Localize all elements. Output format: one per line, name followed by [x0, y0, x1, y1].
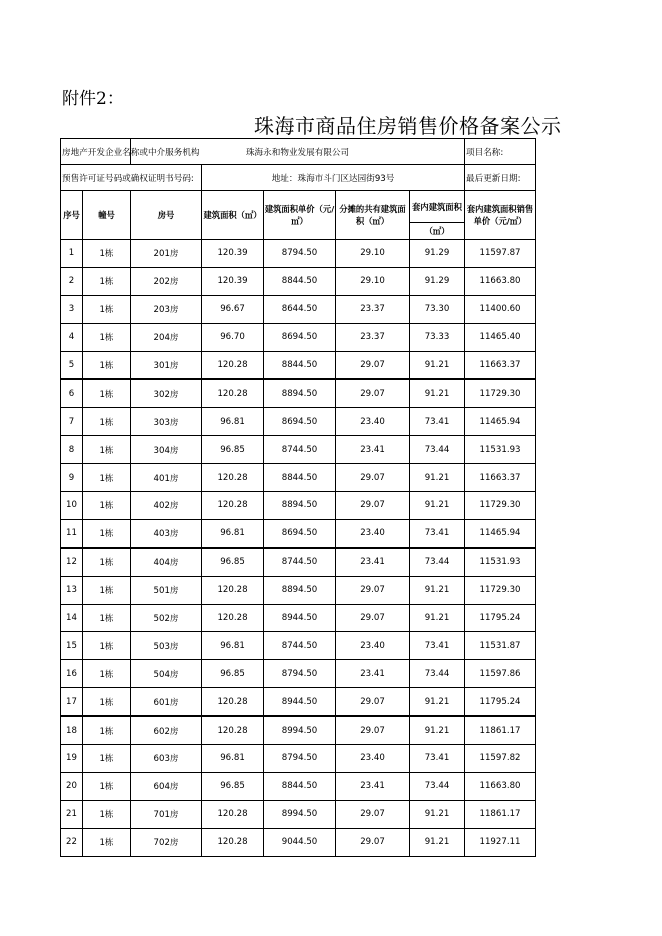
cell-building: 1栋 — [83, 519, 131, 547]
table-row — [61, 408, 536, 436]
cell-shared: 23.41 — [336, 772, 410, 800]
cell-seq: 7 — [61, 408, 83, 436]
developer-row — [61, 139, 536, 165]
attachment-label: 附件2： — [62, 89, 124, 109]
cell-price: 8944.50 — [264, 688, 336, 716]
cell-room: 702房 — [131, 828, 202, 856]
cell-price: 8694.50 — [264, 519, 336, 547]
cell-inner-price: 11597.82 — [465, 745, 536, 773]
cell-inner: 91.29 — [410, 267, 465, 295]
cell-area: 96.70 — [202, 323, 264, 351]
header-building: 幢号 — [83, 191, 131, 240]
cell-building: 1栋 — [83, 660, 131, 688]
cell-seq: 11 — [61, 519, 83, 547]
table-row — [61, 240, 536, 268]
cell-inner-price: 11927.11 — [465, 828, 536, 856]
header-shared-area: 分摊的共有建筑面积（㎡） — [336, 191, 410, 240]
cell-shared: 29.07 — [336, 604, 410, 632]
cell-inner: 91.21 — [410, 716, 465, 744]
cell-area: 120.28 — [202, 351, 264, 379]
permit-row — [61, 165, 536, 191]
cell-inner: 91.21 — [410, 464, 465, 492]
header-row — [61, 191, 536, 223]
cell-room: 701房 — [131, 800, 202, 828]
cell-inner-price: 11663.80 — [465, 267, 536, 295]
cell-seq: 10 — [61, 492, 83, 520]
cell-price: 8944.50 — [264, 604, 336, 632]
cell-price: 8644.50 — [264, 295, 336, 323]
cell-seq: 19 — [61, 745, 83, 773]
cell-inner-price: 11465.94 — [465, 408, 536, 436]
cell-price: 8994.50 — [264, 800, 336, 828]
cell-area: 96.81 — [202, 632, 264, 660]
cell-seq: 20 — [61, 772, 83, 800]
cell-building: 1栋 — [83, 772, 131, 800]
cell-price: 8744.50 — [264, 548, 336, 576]
cell-inner-price: 11597.86 — [465, 660, 536, 688]
cell-seq: 14 — [61, 604, 83, 632]
cell-inner-price: 11465.94 — [465, 519, 536, 547]
table-row — [61, 464, 536, 492]
cell-inner-price: 11729.30 — [465, 492, 536, 520]
cell-room: 201房 — [131, 240, 202, 268]
address-value: 地址：珠海市斗门区达园街93号 — [202, 165, 465, 191]
cell-building: 1栋 — [83, 240, 131, 268]
cell-seq: 6 — [61, 379, 83, 407]
cell-seq: 21 — [61, 800, 83, 828]
cell-room: 401房 — [131, 464, 202, 492]
cell-area: 96.81 — [202, 408, 264, 436]
cell-building: 1栋 — [83, 576, 131, 604]
table-row — [61, 295, 536, 323]
cell-area: 120.39 — [202, 240, 264, 268]
table-row — [61, 351, 536, 379]
cell-shared: 23.37 — [336, 295, 410, 323]
cell-seq: 13 — [61, 576, 83, 604]
cell-inner: 73.44 — [410, 436, 465, 464]
cell-area: 120.28 — [202, 492, 264, 520]
cell-inner-price: 11531.93 — [465, 436, 536, 464]
cell-area: 96.85 — [202, 660, 264, 688]
cell-building: 1栋 — [83, 492, 131, 520]
cell-inner: 91.21 — [410, 379, 465, 407]
cell-room: 202房 — [131, 267, 202, 295]
cell-room: 402房 — [131, 492, 202, 520]
table-row — [61, 745, 536, 773]
cell-room: 601房 — [131, 688, 202, 716]
cell-shared: 29.10 — [336, 240, 410, 268]
cell-room: 203房 — [131, 295, 202, 323]
cell-building: 1栋 — [83, 745, 131, 773]
cell-seq: 17 — [61, 688, 83, 716]
header-seq: 序号 — [61, 191, 83, 240]
cell-room: 301房 — [131, 351, 202, 379]
cell-inner: 91.21 — [410, 688, 465, 716]
cell-inner: 73.44 — [410, 660, 465, 688]
cell-seq: 9 — [61, 464, 83, 492]
cell-room: 501房 — [131, 576, 202, 604]
cell-inner: 73.41 — [410, 632, 465, 660]
permit-label: 预售许可证号码或确权证明书号码: — [61, 165, 202, 191]
table-row — [61, 267, 536, 295]
cell-price: 8844.50 — [264, 351, 336, 379]
cell-shared: 23.40 — [336, 519, 410, 547]
cell-inner: 73.41 — [410, 519, 465, 547]
cell-shared: 23.40 — [336, 632, 410, 660]
cell-building: 1栋 — [83, 295, 131, 323]
cell-seq: 1 — [61, 240, 83, 268]
table-row — [61, 436, 536, 464]
table-row — [61, 828, 536, 856]
cell-price: 8894.50 — [264, 492, 336, 520]
cell-seq: 16 — [61, 660, 83, 688]
cell-inner: 91.21 — [410, 576, 465, 604]
cell-building: 1栋 — [83, 688, 131, 716]
cell-inner-price: 11663.80 — [465, 772, 536, 800]
cell-room: 602房 — [131, 716, 202, 744]
cell-inner-price: 11663.37 — [465, 351, 536, 379]
table-row — [61, 576, 536, 604]
cell-seq: 15 — [61, 632, 83, 660]
cell-seq: 2 — [61, 267, 83, 295]
cell-inner-price: 11531.93 — [465, 548, 536, 576]
cell-shared: 23.41 — [336, 436, 410, 464]
cell-seq: 4 — [61, 323, 83, 351]
price-table — [60, 138, 536, 857]
table-row — [61, 548, 536, 576]
cell-price: 8794.50 — [264, 745, 336, 773]
cell-area: 120.28 — [202, 688, 264, 716]
cell-building: 1栋 — [83, 604, 131, 632]
cell-inner: 73.41 — [410, 745, 465, 773]
cell-shared: 29.10 — [336, 267, 410, 295]
cell-seq: 8 — [61, 436, 83, 464]
cell-building: 1栋 — [83, 323, 131, 351]
cell-room: 403房 — [131, 519, 202, 547]
cell-inner: 73.30 — [410, 295, 465, 323]
table-row — [61, 323, 536, 351]
cell-price: 8744.50 — [264, 436, 336, 464]
cell-area: 120.28 — [202, 828, 264, 856]
cell-room: 504房 — [131, 660, 202, 688]
cell-area: 96.85 — [202, 436, 264, 464]
cell-room: 603房 — [131, 745, 202, 773]
cell-room: 604房 — [131, 772, 202, 800]
cell-area: 96.81 — [202, 745, 264, 773]
cell-building: 1栋 — [83, 828, 131, 856]
cell-room: 303房 — [131, 408, 202, 436]
header-inner-area: 套内建筑面积 — [410, 191, 465, 223]
cell-shared: 23.41 — [336, 660, 410, 688]
cell-area: 96.67 — [202, 295, 264, 323]
cell-inner-price: 11861.17 — [465, 716, 536, 744]
table-row — [61, 772, 536, 800]
cell-inner: 73.44 — [410, 548, 465, 576]
cell-shared: 23.41 — [336, 548, 410, 576]
cell-inner: 73.41 — [410, 408, 465, 436]
cell-seq: 12 — [61, 548, 83, 576]
cell-price: 8894.50 — [264, 379, 336, 407]
cell-seq: 3 — [61, 295, 83, 323]
cell-inner-price: 11861.17 — [465, 800, 536, 828]
cell-price: 8894.50 — [264, 576, 336, 604]
cell-shared: 29.07 — [336, 828, 410, 856]
cell-room: 204房 — [131, 323, 202, 351]
cell-building: 1栋 — [83, 716, 131, 744]
header-room: 房号 — [131, 191, 202, 240]
cell-building: 1栋 — [83, 379, 131, 407]
updated-label: 最后更新日期: — [465, 165, 536, 191]
cell-building: 1栋 — [83, 436, 131, 464]
cell-room: 302房 — [131, 379, 202, 407]
cell-price: 8694.50 — [264, 408, 336, 436]
cell-seq: 5 — [61, 351, 83, 379]
table-row — [61, 800, 536, 828]
cell-inner-price: 11663.37 — [465, 464, 536, 492]
cell-building: 1栋 — [83, 632, 131, 660]
cell-price: 8844.50 — [264, 464, 336, 492]
cell-price: 8794.50 — [264, 240, 336, 268]
cell-room: 404房 — [131, 548, 202, 576]
developer-value: 珠海永和物业发展有限公司 — [131, 139, 465, 165]
table-row — [61, 379, 536, 407]
cell-building: 1栋 — [83, 351, 131, 379]
table-row — [61, 688, 536, 716]
cell-shared: 23.37 — [336, 323, 410, 351]
header-inner-unit-price: 套内建筑面积销售单价（元/㎡） — [465, 191, 536, 240]
cell-price: 8844.50 — [264, 267, 336, 295]
cell-shared: 29.07 — [336, 351, 410, 379]
cell-building: 1栋 — [83, 267, 131, 295]
cell-price: 8994.50 — [264, 716, 336, 744]
cell-area: 120.28 — [202, 716, 264, 744]
cell-seq: 22 — [61, 828, 83, 856]
cell-room: 503房 — [131, 632, 202, 660]
cell-area: 120.28 — [202, 576, 264, 604]
cell-shared: 29.07 — [336, 800, 410, 828]
table-row — [61, 660, 536, 688]
cell-shared: 29.07 — [336, 464, 410, 492]
cell-inner: 91.21 — [410, 828, 465, 856]
cell-price: 8844.50 — [264, 772, 336, 800]
cell-inner: 73.44 — [410, 772, 465, 800]
table-row — [61, 604, 536, 632]
cell-inner-price: 11729.30 — [465, 576, 536, 604]
cell-inner: 91.21 — [410, 800, 465, 828]
cell-inner-price: 11400.60 — [465, 295, 536, 323]
cell-shared: 29.07 — [336, 716, 410, 744]
cell-price: 8794.50 — [264, 660, 336, 688]
developer-label: 房地产开发企业名称或中介服务机构 — [61, 139, 131, 165]
cell-area: 120.28 — [202, 604, 264, 632]
cell-area: 120.28 — [202, 464, 264, 492]
cell-seq: 18 — [61, 716, 83, 744]
table-row — [61, 632, 536, 660]
cell-room: 304房 — [131, 436, 202, 464]
cell-inner-price: 11465.40 — [465, 323, 536, 351]
table-row — [61, 492, 536, 520]
cell-price: 8694.50 — [264, 323, 336, 351]
cell-area: 96.85 — [202, 772, 264, 800]
cell-inner: 91.21 — [410, 351, 465, 379]
header-build-unit-price: 建筑面积单价（元/㎡） — [264, 191, 336, 240]
cell-inner: 91.21 — [410, 604, 465, 632]
header-build-area: 建筑面积（㎡） — [202, 191, 264, 240]
cell-area: 120.28 — [202, 379, 264, 407]
cell-price: 9044.50 — [264, 828, 336, 856]
cell-shared: 29.07 — [336, 688, 410, 716]
cell-shared: 29.07 — [336, 379, 410, 407]
page-title: 珠海市商品住房销售价格备案公示 — [254, 114, 562, 138]
header-inner-area-unit: （㎡） — [410, 223, 465, 240]
cell-area: 96.85 — [202, 548, 264, 576]
cell-inner-price: 11795.24 — [465, 604, 536, 632]
table-row — [61, 519, 536, 547]
cell-inner-price: 11531.87 — [465, 632, 536, 660]
cell-price: 8744.50 — [264, 632, 336, 660]
cell-room: 502房 — [131, 604, 202, 632]
cell-inner-price: 11597.87 — [465, 240, 536, 268]
cell-inner: 91.21 — [410, 492, 465, 520]
cell-shared: 29.07 — [336, 492, 410, 520]
cell-area: 96.81 — [202, 519, 264, 547]
cell-area: 120.39 — [202, 267, 264, 295]
cell-inner: 73.33 — [410, 323, 465, 351]
cell-building: 1栋 — [83, 800, 131, 828]
cell-inner: 91.29 — [410, 240, 465, 268]
cell-inner-price: 11795.24 — [465, 688, 536, 716]
cell-shared: 23.40 — [336, 745, 410, 773]
cell-shared: 29.07 — [336, 576, 410, 604]
project-label: 项目名称: — [465, 139, 536, 165]
cell-inner-price: 11729.30 — [465, 379, 536, 407]
cell-building: 1栋 — [83, 548, 131, 576]
table-row — [61, 716, 536, 744]
cell-area: 120.28 — [202, 800, 264, 828]
cell-building: 1栋 — [83, 408, 131, 436]
cell-building: 1栋 — [83, 464, 131, 492]
cell-shared: 23.40 — [336, 408, 410, 436]
